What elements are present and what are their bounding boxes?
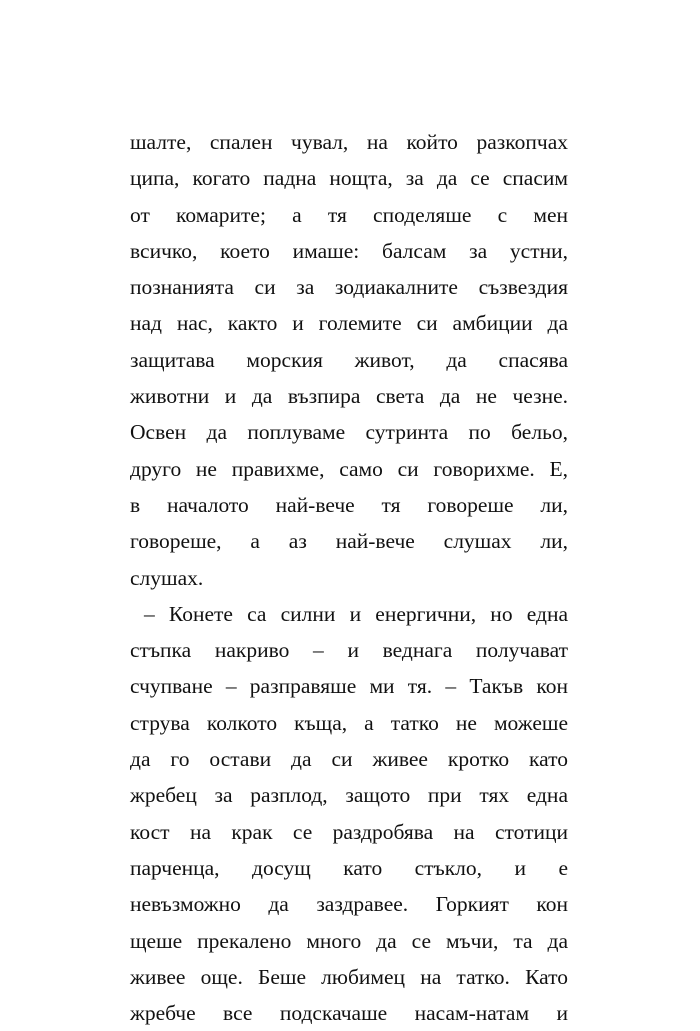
text-line: защитава морския живот, да спасява xyxy=(130,347,568,372)
text-line: Освен да поплуваме сутринта по бельо, xyxy=(130,420,568,445)
text-line: щеше прекалено много да се мъчи, та да xyxy=(130,928,568,953)
text-line: в началото най-вече тя говореше ли, xyxy=(130,492,568,517)
text-line: от комарите; а тя споделяше с мен xyxy=(130,202,568,227)
text-line: парченца, досущ като стъкло, и е xyxy=(130,855,568,880)
text-line: познанията си за зодиакалните съзвездия xyxy=(130,275,568,300)
text-line: стъпка накриво – и веднага получават xyxy=(130,638,568,663)
text-line: животни и да възпира света да не чезне. xyxy=(130,384,568,409)
text-line: счупване – разправяше ми тя. – Такъв кон xyxy=(130,674,568,699)
paragraph-end-line: слушах. xyxy=(130,565,204,590)
body-text xyxy=(130,124,568,1031)
text-line: кост на крак се раздробява на стотици xyxy=(130,819,568,844)
text-line: жребец за разплод, защото при тях една xyxy=(130,783,568,808)
text-line: жребче все подскачаше насам-натам и xyxy=(130,1001,568,1026)
text-line: струва колкото къща, а татко не можеше xyxy=(130,710,568,735)
text-line: живее още. Беше любимец на татко. Като xyxy=(130,964,568,989)
text-line: да го остави да си живее кротко като xyxy=(130,747,568,772)
text-line: друго не правихме, само си говорихме. Е, xyxy=(130,456,568,481)
text-line: невъзможно да заздравее. Горкият кон xyxy=(130,892,568,917)
text-line: говореше, а аз най-вече слушах ли, xyxy=(130,529,568,554)
text-line: ципа, когато падна нощта, за да се спасим xyxy=(130,166,568,191)
text-line: шалте, спален чувал, на който разкопчах xyxy=(130,130,568,154)
dialogue-start-line: – Конете са силни и енергични, но една xyxy=(144,601,568,626)
text-line: всичко, което имаше: балсам за устни, xyxy=(130,238,568,263)
text-line: над нас, както и големите си амбиции да xyxy=(130,311,568,336)
